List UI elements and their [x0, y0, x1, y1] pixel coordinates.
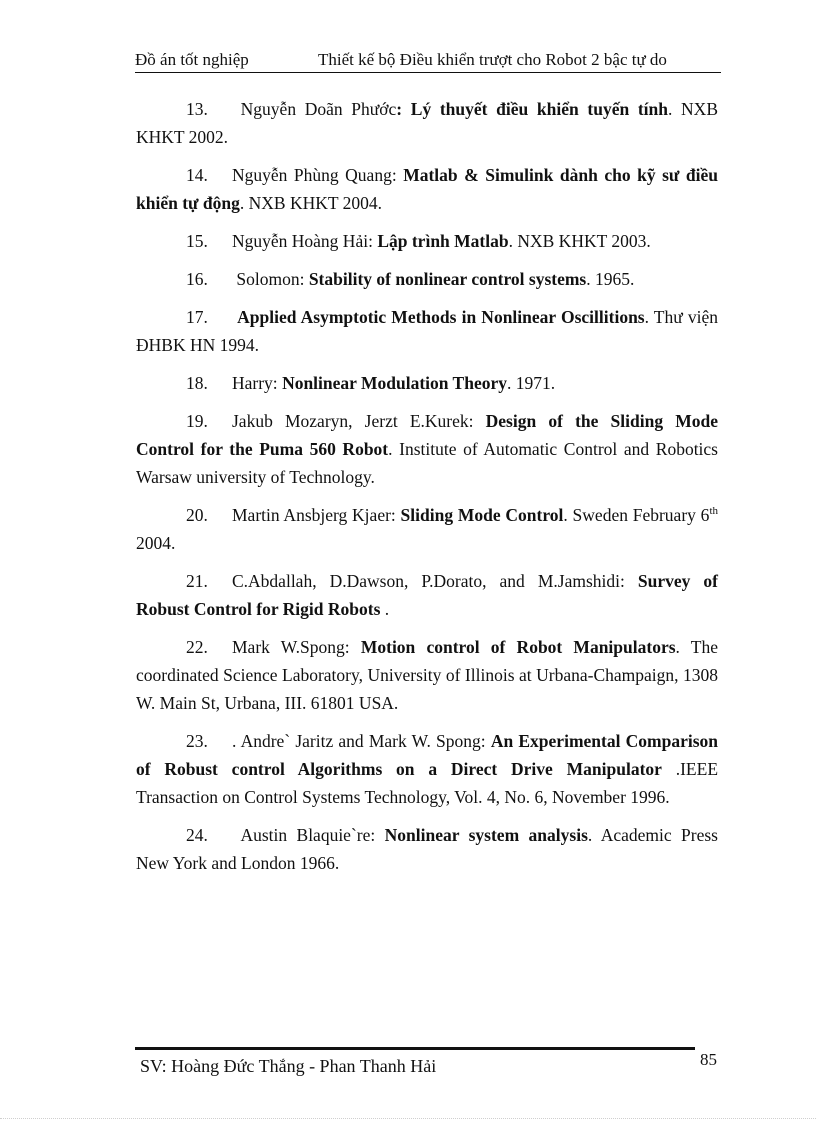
reference-author: Nguyễn Hoàng Hải:: [232, 231, 378, 251]
reference-year: 2004.: [136, 533, 176, 553]
reference-author: Nguyễn Phùng Quang:: [232, 165, 404, 185]
reference-author: Nguyễn Doãn Phước: [232, 99, 397, 119]
reference-item: [136, 501, 718, 557]
reference-author: Austin Blaquie`re:: [232, 825, 385, 845]
footer-rule: [135, 1047, 695, 1050]
reference-publisher: .: [380, 599, 390, 619]
reference-number: 16.: [186, 269, 208, 289]
header-right-title: Thiết kế bộ Điều khiển trượt cho Robot 2 bậc tự do: [318, 50, 667, 69]
reference-author: Solomon:: [232, 269, 309, 289]
reference-item: [136, 633, 718, 717]
reference-publisher: . Sweden February 6: [563, 505, 710, 525]
reference-publisher: . NXB KHKT 2002.: [136, 99, 718, 147]
reference-item: [136, 727, 718, 811]
reference-number: 15.: [186, 231, 208, 251]
reference-publisher: . The coordinated Science Laboratory, University of Illinois at Urbana-Champaign, 1308 W. Main St, Urbana, III. 61801 USA.: [136, 637, 718, 713]
reference-number: 19.: [186, 411, 208, 431]
ordinal-superscript: th: [709, 505, 718, 518]
reference-item: [136, 265, 718, 293]
reference-title: Design of the Sliding Mode Control for the Puma 560 Robot: [136, 411, 718, 459]
reference-title: Stability of nonlinear control systems: [308, 269, 587, 289]
header-left-title: Đồ án tốt nghiệp: [135, 50, 249, 69]
page-number: 85: [700, 1050, 717, 1069]
reference-item: [136, 821, 718, 877]
page-header: [135, 50, 721, 72]
reference-publisher: . NXB KHKT 2003.: [508, 231, 651, 251]
reference-number: 13.: [186, 99, 208, 119]
reference-publisher: . Institute of Automatic Control and Robotics Warsaw university of Technology.: [136, 439, 718, 487]
reference-number: 20.: [186, 505, 208, 525]
reference-number: 22.: [186, 637, 208, 657]
reference-publisher: . 1965.: [586, 269, 635, 289]
reference-publisher: . 1971.: [507, 373, 556, 393]
reference-number: 17.: [186, 307, 208, 327]
reference-number: 14.: [186, 165, 208, 185]
reference-number: 18.: [186, 373, 208, 393]
reference-author: Mark W.Spong:: [232, 637, 361, 657]
reference-item: [136, 567, 718, 623]
reference-list: [136, 95, 718, 887]
reference-title: Lập trình Matlab: [377, 231, 509, 251]
header-rule: [135, 72, 721, 73]
reference-title: Nonlinear Modulation Theory: [282, 373, 507, 393]
reference-publisher: . Academic Press New York and London 1966.: [136, 825, 718, 873]
reference-author: Jakub Mozaryn, Jerzt E.Kurek:: [232, 411, 486, 431]
reference-item: [136, 161, 718, 217]
reference-author: . Andre` Jaritz and Mark W. Spong:: [232, 731, 491, 751]
reference-author: C.Abdallah, D.Dawson, P.Dorato, and M.Jamshidi:: [232, 571, 638, 591]
reference-title: Sliding Mode Control: [400, 505, 564, 525]
reference-publisher: . NXB KHKT 2004.: [239, 193, 382, 213]
reference-publisher: .IEEE Transaction on Control Systems Technology, Vol. 4, No. 6, November 1996.: [136, 759, 719, 807]
reference-item: [136, 95, 718, 151]
reference-item: [136, 369, 718, 397]
footer-authors: SV: Hoàng Đức Thắng - Phan Thanh Hải: [140, 1056, 437, 1076]
page-bottom-edge: [0, 1118, 816, 1119]
reference-title: Matlab & Simulink dành cho kỹ sư điều khiển tự động: [136, 165, 719, 213]
reference-author: Martin Ansbjerg Kjaer:: [232, 505, 401, 525]
reference-item: [136, 303, 718, 359]
reference-title: Motion control of Robot Manipulators: [360, 637, 676, 657]
reference-author: Harry:: [232, 373, 283, 393]
reference-title: : Lý thuyết điều khiển tuyến tính: [396, 99, 669, 119]
reference-title: Nonlinear system analysis: [384, 825, 588, 845]
reference-number: 21.: [186, 571, 208, 591]
reference-number: 24.: [186, 825, 208, 845]
reference-title: An Experimental Comparison of Robust control Algorithms on a Direct Drive Manipulator: [136, 731, 719, 779]
reference-number: 23.: [186, 731, 208, 751]
reference-item: [136, 227, 718, 255]
reference-item: [136, 407, 718, 491]
reference-title: Survey of Robust Control for Rigid Robots: [136, 571, 718, 619]
reference-publisher: . Thư viện ĐHBK HN 1994.: [136, 307, 718, 355]
reference-title: Applied Asymptotic Methods in Nonlinear Oscillitions: [237, 307, 645, 327]
